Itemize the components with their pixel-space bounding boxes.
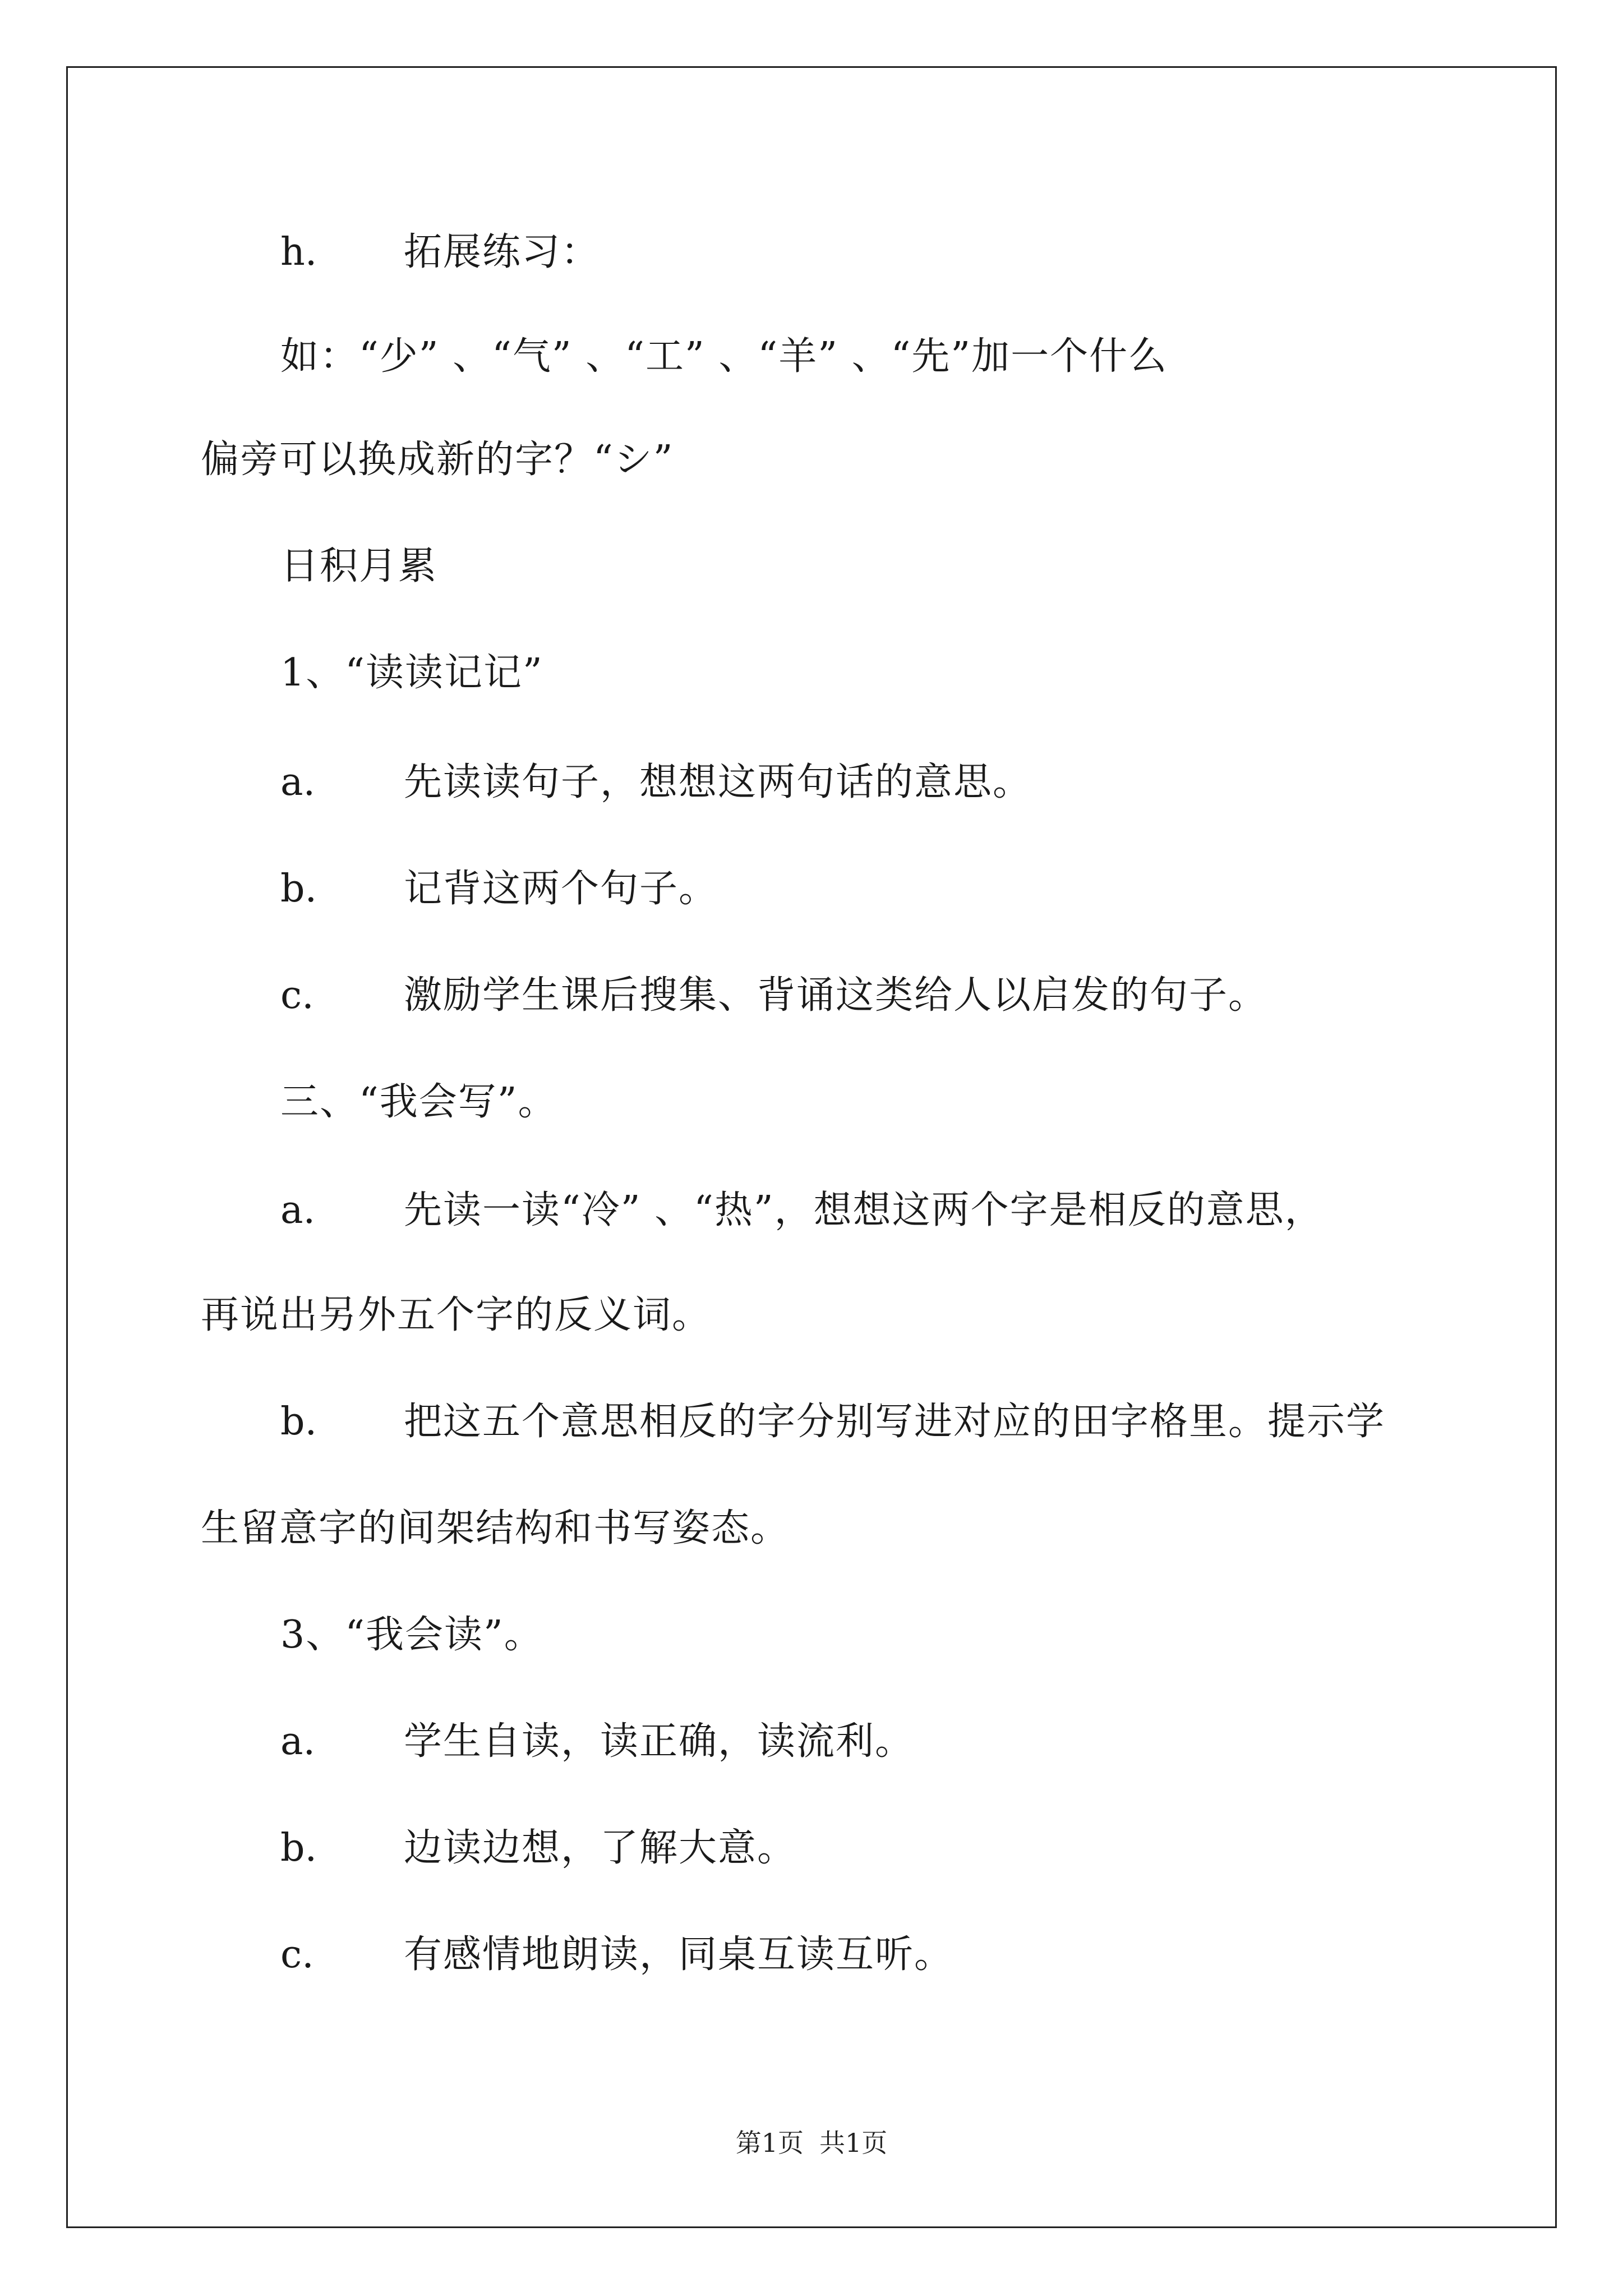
page-total: 共1页 [819, 2128, 888, 2158]
list-marker: c. [280, 973, 314, 1018]
list-marker: a. [280, 1719, 316, 1764]
paragraph-line: 如：“少” 、“气” 、“工” 、“羊” 、“先”加一个什么 [280, 334, 1168, 379]
section-heading: 3、“我会读”。 [280, 1613, 543, 1657]
list-marker: b. [280, 1826, 317, 1870]
paragraph-line: 生留意字的间架结构和书写姿态。 [201, 1506, 790, 1550]
paragraph-line: 记背这两个句子。 [404, 867, 718, 911]
paragraph-line: 把这五个意思相反的字分别写进对应的田字格里。提示学 [404, 1400, 1386, 1444]
page-footer [0, 2126, 1623, 2160]
paragraph-line: 激励学生课后搜集、背诵这类给人以启发的句子。 [404, 973, 1268, 1018]
list-marker: b. [280, 867, 317, 911]
section-heading: 日积月累 [280, 544, 438, 588]
paragraph-line: 边读边想，了解大意。 [404, 1826, 797, 1870]
page-number: 第1页 [735, 2128, 804, 2158]
list-marker: h. [280, 230, 317, 274]
paragraph-line: 学生自读，读正确，读流利。 [404, 1719, 915, 1764]
list-marker: a. [280, 760, 316, 804]
list-marker: a. [280, 1188, 316, 1232]
paragraph-line: 偏旁可以换成新的字？“シ” [201, 438, 674, 482]
paragraph-line: 拓展练习： [404, 230, 601, 274]
page-border [66, 66, 1557, 2228]
list-marker: c. [280, 1932, 314, 1977]
paragraph-line: 有感情地朗读，同桌互读互听。 [404, 1932, 954, 1977]
section-heading: 1、“读读记记” [280, 651, 543, 695]
paragraph-line: 再说出另外五个字的反义词。 [201, 1293, 712, 1337]
paragraph-line: 先读读句子，想想这两句话的意思。 [404, 760, 1032, 804]
section-heading: 三、“我会写”。 [280, 1080, 557, 1124]
list-marker: b. [280, 1400, 317, 1444]
paragraph-line: 先读一读“冷” 、“热”，想想这两个字是相反的意思， [404, 1188, 1324, 1232]
